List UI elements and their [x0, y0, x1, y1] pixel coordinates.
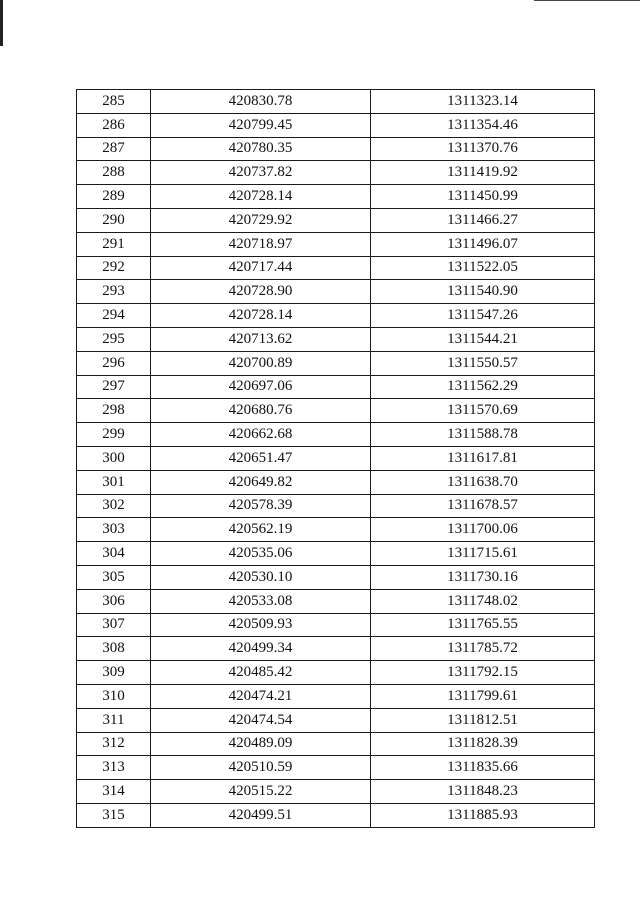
y-coordinate-cell: 1311885.93	[371, 803, 595, 827]
table-row	[77, 470, 595, 494]
y-coordinate-cell: 1311835.66	[371, 756, 595, 780]
x-coordinate-cell: 420489.09	[151, 732, 371, 756]
point-number-cell: 287	[77, 137, 151, 161]
table-row	[77, 113, 595, 137]
table-row	[77, 756, 595, 780]
y-coordinate-cell: 1311496.07	[371, 232, 595, 256]
x-coordinate-cell: 420509.93	[151, 613, 371, 637]
y-coordinate-cell: 1311638.70	[371, 470, 595, 494]
table-row	[77, 637, 595, 661]
x-coordinate-cell: 420515.22	[151, 780, 371, 804]
x-coordinate-cell: 420649.82	[151, 470, 371, 494]
y-coordinate-cell: 1311715.61	[371, 542, 595, 566]
point-number-cell: 303	[77, 518, 151, 542]
x-coordinate-cell: 420737.82	[151, 161, 371, 185]
point-number-cell: 296	[77, 351, 151, 375]
x-coordinate-cell: 420718.97	[151, 232, 371, 256]
point-number-cell: 304	[77, 542, 151, 566]
table-row	[77, 565, 595, 589]
x-coordinate-cell: 420485.42	[151, 661, 371, 685]
y-coordinate-cell: 1311828.39	[371, 732, 595, 756]
point-number-cell: 291	[77, 232, 151, 256]
x-coordinate-cell: 420780.35	[151, 137, 371, 161]
point-number-cell: 315	[77, 803, 151, 827]
y-coordinate-cell: 1311370.76	[371, 137, 595, 161]
point-number-cell: 308	[77, 637, 151, 661]
table-row	[77, 423, 595, 447]
table-row	[77, 399, 595, 423]
x-coordinate-cell: 420474.54	[151, 708, 371, 732]
x-coordinate-cell: 420662.68	[151, 423, 371, 447]
x-coordinate-cell: 420728.14	[151, 185, 371, 209]
point-number-cell: 309	[77, 661, 151, 685]
x-coordinate-cell: 420499.34	[151, 637, 371, 661]
x-coordinate-cell: 420799.45	[151, 113, 371, 137]
table-row	[77, 304, 595, 328]
table-row	[77, 494, 595, 518]
table-row	[77, 518, 595, 542]
y-coordinate-cell: 1311354.46	[371, 113, 595, 137]
point-number-cell: 286	[77, 113, 151, 137]
table-row	[77, 803, 595, 827]
y-coordinate-cell: 1311588.78	[371, 423, 595, 447]
point-number-cell: 295	[77, 327, 151, 351]
table-row	[77, 351, 595, 375]
table-row	[77, 684, 595, 708]
point-number-cell: 290	[77, 208, 151, 232]
x-coordinate-cell: 420499.51	[151, 803, 371, 827]
y-coordinate-cell: 1311544.21	[371, 327, 595, 351]
point-number-cell: 289	[77, 185, 151, 209]
x-coordinate-cell: 420717.44	[151, 256, 371, 280]
x-coordinate-cell: 420562.19	[151, 518, 371, 542]
point-number-cell: 302	[77, 494, 151, 518]
point-number-cell: 314	[77, 780, 151, 804]
point-number-cell: 293	[77, 280, 151, 304]
scan-edge-mark	[0, 0, 3, 46]
x-coordinate-cell: 420651.47	[151, 446, 371, 470]
y-coordinate-cell: 1311540.90	[371, 280, 595, 304]
x-coordinate-cell: 420535.06	[151, 542, 371, 566]
y-coordinate-cell: 1311765.55	[371, 613, 595, 637]
point-number-cell: 298	[77, 399, 151, 423]
table-row	[77, 185, 595, 209]
table-row	[77, 208, 595, 232]
point-number-cell: 288	[77, 161, 151, 185]
x-coordinate-cell: 420474.21	[151, 684, 371, 708]
y-coordinate-cell: 1311570.69	[371, 399, 595, 423]
x-coordinate-cell: 420530.10	[151, 565, 371, 589]
table-row	[77, 232, 595, 256]
x-coordinate-cell: 420700.89	[151, 351, 371, 375]
coordinate-table	[76, 89, 595, 828]
x-coordinate-cell: 420713.62	[151, 327, 371, 351]
x-coordinate-cell: 420578.39	[151, 494, 371, 518]
y-coordinate-cell: 1311748.02	[371, 589, 595, 613]
y-coordinate-cell: 1311466.27	[371, 208, 595, 232]
x-coordinate-cell: 420533.08	[151, 589, 371, 613]
y-coordinate-cell: 1311678.57	[371, 494, 595, 518]
point-number-cell: 306	[77, 589, 151, 613]
point-number-cell: 299	[77, 423, 151, 447]
y-coordinate-cell: 1311522.05	[371, 256, 595, 280]
table-row	[77, 280, 595, 304]
y-coordinate-cell: 1311700.06	[371, 518, 595, 542]
coordinate-table-body	[77, 90, 595, 828]
table-row	[77, 661, 595, 685]
y-coordinate-cell: 1311419.92	[371, 161, 595, 185]
table-row	[77, 375, 595, 399]
y-coordinate-cell: 1311562.29	[371, 375, 595, 399]
x-coordinate-cell: 420697.06	[151, 375, 371, 399]
point-number-cell: 307	[77, 613, 151, 637]
point-number-cell: 313	[77, 756, 151, 780]
table-row	[77, 613, 595, 637]
y-coordinate-cell: 1311785.72	[371, 637, 595, 661]
y-coordinate-cell: 1311617.81	[371, 446, 595, 470]
y-coordinate-cell: 1311547.26	[371, 304, 595, 328]
point-number-cell: 285	[77, 90, 151, 114]
table-row	[77, 589, 595, 613]
table-row	[77, 732, 595, 756]
point-number-cell: 305	[77, 565, 151, 589]
point-number-cell: 312	[77, 732, 151, 756]
x-coordinate-cell: 420728.90	[151, 280, 371, 304]
y-coordinate-cell: 1311323.14	[371, 90, 595, 114]
point-number-cell: 311	[77, 708, 151, 732]
table-row	[77, 708, 595, 732]
point-number-cell: 297	[77, 375, 151, 399]
table-row	[77, 542, 595, 566]
point-number-cell: 300	[77, 446, 151, 470]
y-coordinate-cell: 1311812.51	[371, 708, 595, 732]
y-coordinate-cell: 1311730.16	[371, 565, 595, 589]
x-coordinate-cell: 420830.78	[151, 90, 371, 114]
point-number-cell: 292	[77, 256, 151, 280]
y-coordinate-cell: 1311550.57	[371, 351, 595, 375]
table-row	[77, 161, 595, 185]
table-row	[77, 90, 595, 114]
x-coordinate-cell: 420728.14	[151, 304, 371, 328]
y-coordinate-cell: 1311450.99	[371, 185, 595, 209]
x-coordinate-cell: 420510.59	[151, 756, 371, 780]
point-number-cell: 310	[77, 684, 151, 708]
y-coordinate-cell: 1311792.15	[371, 661, 595, 685]
y-coordinate-cell: 1311848.23	[371, 780, 595, 804]
table-row	[77, 137, 595, 161]
x-coordinate-cell: 420729.92	[151, 208, 371, 232]
point-number-cell: 294	[77, 304, 151, 328]
table-row	[77, 446, 595, 470]
table-row	[77, 780, 595, 804]
table-row	[77, 256, 595, 280]
scan-top-line	[534, 0, 640, 1]
table-row	[77, 327, 595, 351]
point-number-cell: 301	[77, 470, 151, 494]
y-coordinate-cell: 1311799.61	[371, 684, 595, 708]
x-coordinate-cell: 420680.76	[151, 399, 371, 423]
